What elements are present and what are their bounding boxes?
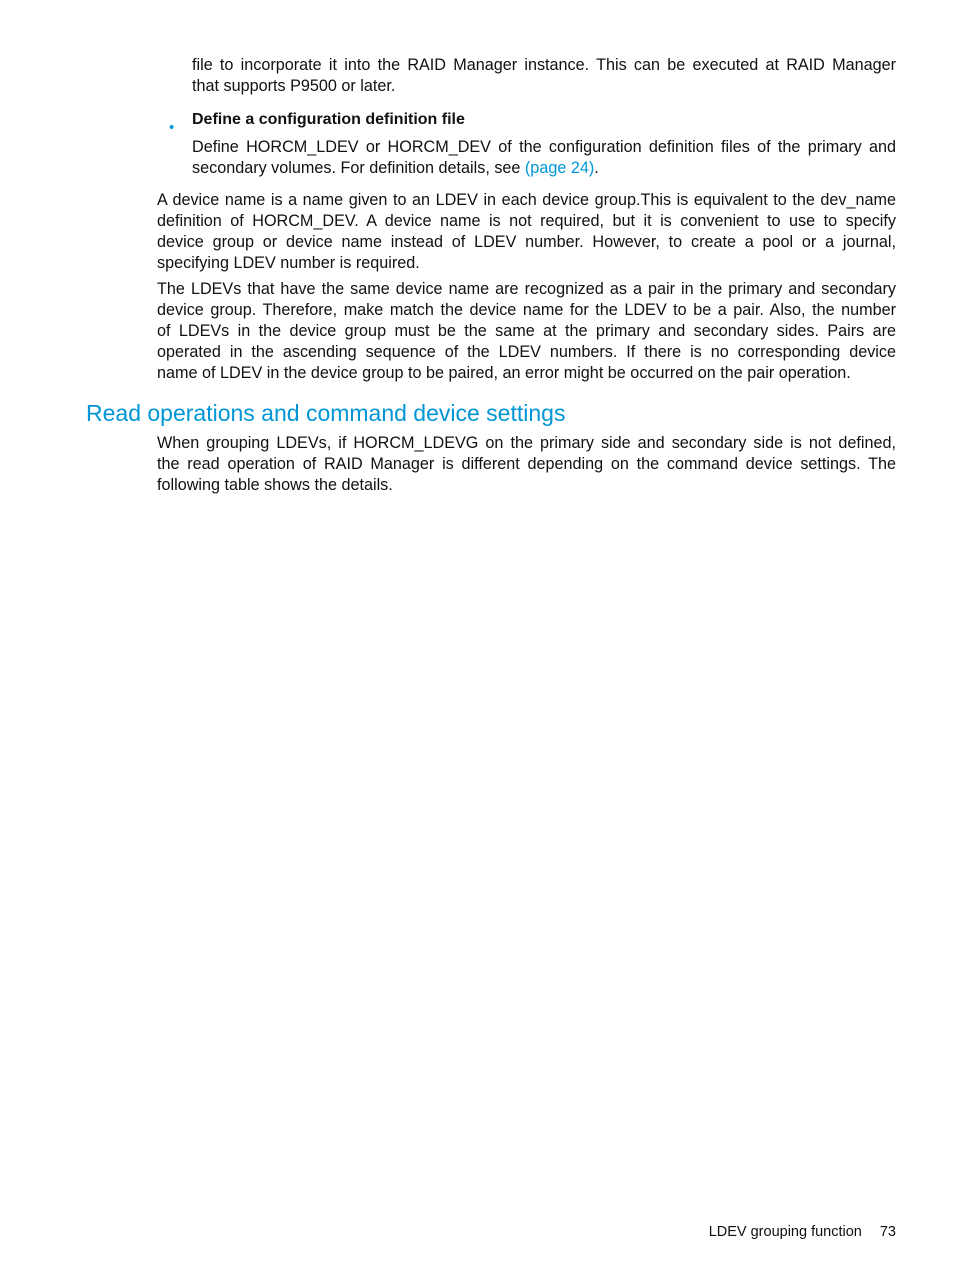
text-line: device group or device name instead of LDEV number. However, to create a pool or a journal, (157, 233, 896, 251)
text-line: file to incorporate it into the RAID Manager instance. This can be executed at RAID Manager (192, 56, 896, 74)
text-segment: secondary volumes. For definition details, see (192, 159, 525, 177)
text-line: that supports P9500 or later. (192, 77, 396, 95)
text-line: name of LDEV in the device group to be paired, an error might be occurred on the pair operation. (157, 364, 851, 382)
text-line: Define HORCM_LDEV or HORCM_DEV of the configuration definition files of the primary and (192, 138, 896, 156)
text-line: operated in the ascending sequence of the LDEV numbers. If there is no corresponding device (157, 343, 896, 361)
text-segment: . (594, 159, 599, 177)
text-line: device group. Therefore, make match the device name for the LDEV to be a pair. Also, the number (157, 301, 896, 319)
page-number: 73 (879, 1224, 896, 1240)
text-line (192, 158, 896, 179)
text-line: A device name is a name given to an LDEV in each device group.This is equivalent to the dev_name (157, 191, 896, 209)
bullet-marker: • (169, 119, 175, 136)
text-line: When grouping LDEVs, if HORCM_LDEVG on the primary side and secondary side is not defined, (157, 434, 896, 452)
page-footer (600, 1222, 896, 1242)
bullet-title: Define a configuration definition file (192, 111, 465, 128)
text-line: following table shows the details. (157, 476, 393, 494)
ldevs-pair-paragraph (157, 279, 896, 384)
device-name-paragraph (157, 190, 896, 274)
text-line: the read operation of RAID Manager is different depending on the command device settings. The (157, 455, 896, 473)
section-heading: Read operations and command device settings (86, 400, 566, 426)
bullet-body-paragraph (192, 137, 896, 179)
text-line: definition of HORCM_DEV. A device name is not required, but it is convenient to use to specify (157, 212, 896, 230)
text-line: of LDEVs in the device group must be the same at the primary and secondary sides. Pairs are (157, 322, 896, 340)
text-line: The LDEVs that have the same device name are recognized as a pair in the primary and secondary (157, 280, 896, 298)
footer-label: LDEV grouping function (708, 1224, 862, 1240)
section-paragraph (157, 433, 896, 496)
text-line: specifying LDEV number is required. (157, 254, 420, 272)
continuation-paragraph (192, 55, 896, 97)
page-24-link[interactable]: (page 24) (524, 159, 595, 177)
